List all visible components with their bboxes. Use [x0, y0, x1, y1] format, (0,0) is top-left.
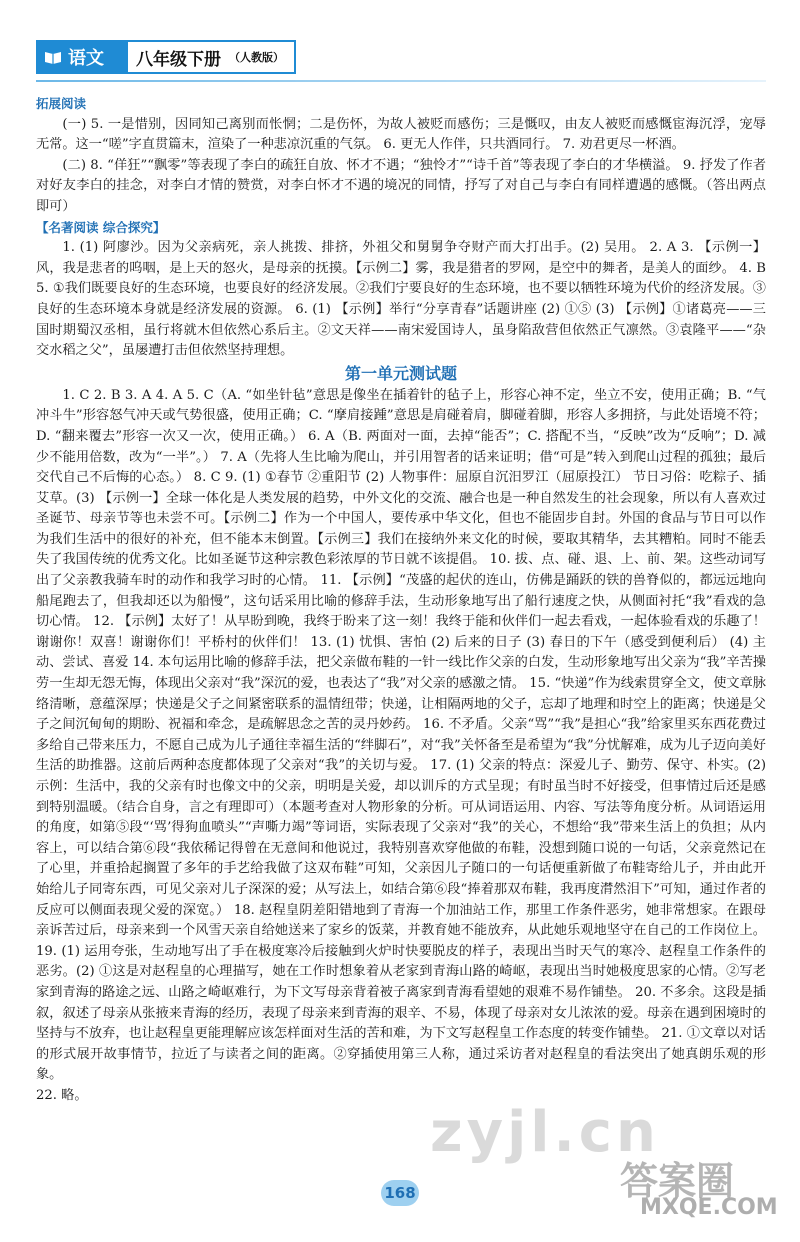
page-header — [36, 40, 296, 74]
book-icon — [44, 50, 62, 64]
unit-test-title: 第一单元测试题 — [344, 363, 457, 383]
subject-badge — [36, 40, 128, 74]
unit-test-answers: 1. C 2. B 3. A 4. A 5. C（A. “如坐针毡”意思是像坐在插着针的毡子上，形容心神不定，坐立不安，使用正确；B. “气冲斗牛”形容怒气冲天或气势很盛，使用正确；C. “摩肩接踵”意思是肩碰着肩，脚碰着脚，形容人多拥挤，与此处语境不符；D. “翻来覆去”形容一次又一次，使用正确。） 6. A（B. 两面对一面，去掉“能否”；C. 搭配不当，“反映”改为“反响”；D. 减少不能用倍数，改为“一半”。） 7. A（先将人生比喻为爬山，并引用智者的话来证明；借“可是”转入到爬山过程的孤独；最后交代自己不后悔的心态。） 8. C 9. (1) ①春节 ②重阳节 (2) 人物事件：屈原自沉汨罗江（屈原投江） 节日习俗：吃粽子、插艾草。(3) 【示例一】全球一体化是人类发展的趋势，中外文化的交流、融合也是一种自然发生的社会现象，所以有人喜欢过圣诞节、母亲节等也未尝不可。【示例二】作为一个中国人，要传承中华文化，但也不能固步自封。外国的食品与节日可以作为我们生活中的很好的补充，但不能本末倒置。【示例三】我们在接纳外来文化的时候，要取其精华，去其糟粕。同时不能丢失了我国传统的优秀文化。比如圣诞节这种宗教色彩浓厚的节日就不该提倡。 10. 拔、点、碰、退、上、前、架。这些动词写出了父亲教我骑车时的动作和我学习时的心情。 11. 【示例】“茂盛的起伏的连山，仿佛是踊跃的铁的兽脊似的，都远远地向船尾跑去了，但我却还以为船慢”，这句话采用比喻的修辞手法，生动形象地写出了船行速度之快，从侧面衬托“我”看戏的急切心情。 12. 【示例】太好了！从早盼到晚，我终于盼来了这一刻！我终于能和伙伴们一起去看戏，一起体验看戏的乐趣了！谢谢你！双喜！谢谢你们！平桥村的伙伴们！ 13. (1) 忧惧、害怕 (2) 后来的日子 (3) 春日的下午（感受到便利后） (4) 主动、尝试、喜爱 14. 本句运用比喻的修辞手法，把父亲做布鞋的一针一线比作父亲的白发，生动形象地写出父亲为“我”辛苦操劳一生却无怨无悔，体现出父亲对“我”深沉的爱，也表达了“我”对父亲的感激之情。 15. “快递”作为线索贯穿全文，使文章脉络清晰，意蕴深厚；快递是父子之间紧密联系的温情纽带；快递，让相隔两地的父子，忘却了地理和时空上的距离；快递是父子之间沉甸甸的期盼、祝福和牵念，是疏解思念之苦的灵丹妙药。 16. 不矛盾。父亲“骂”“我”是担心“我”给家里买东西花费过多给自己带来压力，不愿自己成为儿子通往幸福生活的“绊脚石”，对“我”关怀备至是希望为“我”分忧解难，成为儿子迈向美好生活的助推器。这前后两种态度都体现了父亲对“我”的关切与爱。 17. (1) 父亲的特点：深爱儿子、勤劳、保守、朴实。(2) 示例：生活中，我的父亲有时也像文中的父亲，明明是关爱，却以训斥的方式呈现；有时虽当时不好接受，但事情过后还是感到特别温暖。（结合自身，言之有理即可）（本题考查对人物形象的分析。可从词语运用、内容、写法等角度分析。从词语运用的角度，如第⑤段“‘骂’得狗血喷头”“声嘶力竭”等词语，实际表现了父亲对“我”的关心，不想给“我”带来生活上的负担；从内容上，可以结合第⑥段“我依稀记得曾在无意间和他说过，我特别喜欢穿他做的布鞋，没想到随口说的一句话，父亲竟然记在了心里，并重拾起搁置了多年的手艺给我做了这双布鞋”可知，父亲因儿子随口的一句话便重新做了布鞋寄给儿子，并由此开始给儿子同寄东西，可见父亲对儿子深深的爱；从写法上，如结合第⑥段“捧着那双布鞋，我再度潸然泪下”可知，通过作者的反应可以侧面表现父爱的深宽。） 18. 赵程皇阴差阳错地到了青海一个加油站工作，那里工作条件恶劣，她非常想家。在跟母亲诉苦过后，母亲来到一个风雪天亲自给她送来了家乡的饭菜，并教育她不能放弃，从此她乐观地坚守在自己的工作岗位上。 19. (1) 运用夸张，生动地写出了手在极度寒冷后接触到火炉时快要脱皮的样子，表现出当时天气的寒冷、赵程皇工作条件的恶劣。(2) ①这是对赵程皇的心理描写，她在工作时想象着从老家到青海山路的崎岖，表现出当时她极度思家的心情。②写老家到青海的路途之远、山路之崎岖难行，为下文写母亲背着被子离家到青海看望她的艰难不易作铺垫。 20. 不多余。这段是插叙，叙述了母亲从张掖来青海的经历，表现了母亲来到青海的艰辛、不易，体现了母亲对女儿浓浓的爱。母亲在遇到困境时的坚持与不放弃，也让赵程皇更能理解应该怎样面对生活的苦和难，为下文写赵程皇工作态度的转变作铺垫。 21. ①文章以对话的形式展开故事情节，拉近了与读者之间的距离。②穿插使用第三人称，通过采访者对赵程皇的看法突出了她真朗乐观的形象。 — [36, 387, 766, 1083]
mingzhu-answers: 1. (1) 阿廖沙。因为父亲病死，亲人挑拨、排挤，外祖父和舅舅争夺财产而大打出手。(2) 吴用。 2. A 3. 【示例一】风，我是悲者的呜咽，是上天的怒火，是母亲的抚摸。【示例二】雾，我是猎者的罗网，是空中的舞者，是美人的面纱。 4. B 5. ①我们既要良好的生态环境，也要良好的经济发展。②我们宁要良好的生态环境，也不要以牺牲环境为代价的经济发展。③良好的生态环境本身就是经济发展的资源。 6. (1) 【示例】举行“分享青春”话题讲座 (2) ①⑤ (3) 【示例】①诸葛亮——三国时期蜀汉丞相，虽行将就木但依然心系后主。②文天祥——南宋爱国诗人，虽身陷敌营但依然正气凛然。③袁隆平——“杂交水稻之父”，虽屡遭打击但依然坚持理想。 — [36, 240, 766, 359]
extended-reading-part-1: (一) 5. 一是惜别，因同知己离别而怅惘；二是伤怀，为故人被贬而感伤；三是慨叹，由友人被贬而感慨宦海沉浮，宠辱无常。这一“嗟”字直贯篇末，渲染了一种悲凉沉重的气氛。 6. 更无人作伴，只共酒同行。 7. 劝君更尽一杯酒。 — [36, 116, 766, 153]
page-number: 168 — [381, 1180, 419, 1206]
grade-box — [128, 40, 296, 74]
subject-label: 语文 — [68, 48, 104, 69]
header-divider — [36, 80, 766, 82]
edition-label: （人教版） — [229, 51, 284, 64]
unit-test-end: 22. 略。 — [36, 1087, 88, 1103]
logo-url-watermark: MXQE.COM — [640, 1195, 778, 1220]
site-watermark: zyjl.cn — [430, 1100, 660, 1165]
extended-reading-part-2: (二) 8. “佯狂”“飘零”等表现了李白的疏狂自放、怀才不遇；“独怜才”“诗千首”等表现了李白的才华横溢。 9. 抒发了作者对好友李白的挂念，对李白才情的赞赏，对李白怀才不遇的境况的同情，抒写了对自己与李白有同样遭遇的感慨。（答出两点即可） — [36, 157, 766, 214]
grade-label: 八年级下册 — [136, 49, 221, 70]
mingzhu-label: 【名著阅读 综合探究】 — [36, 219, 166, 235]
extended-reading-label: 拓展阅读 — [36, 96, 87, 111]
logo-watermark: 答案圈 — [620, 1159, 735, 1203]
answer-content — [36, 94, 766, 1107]
